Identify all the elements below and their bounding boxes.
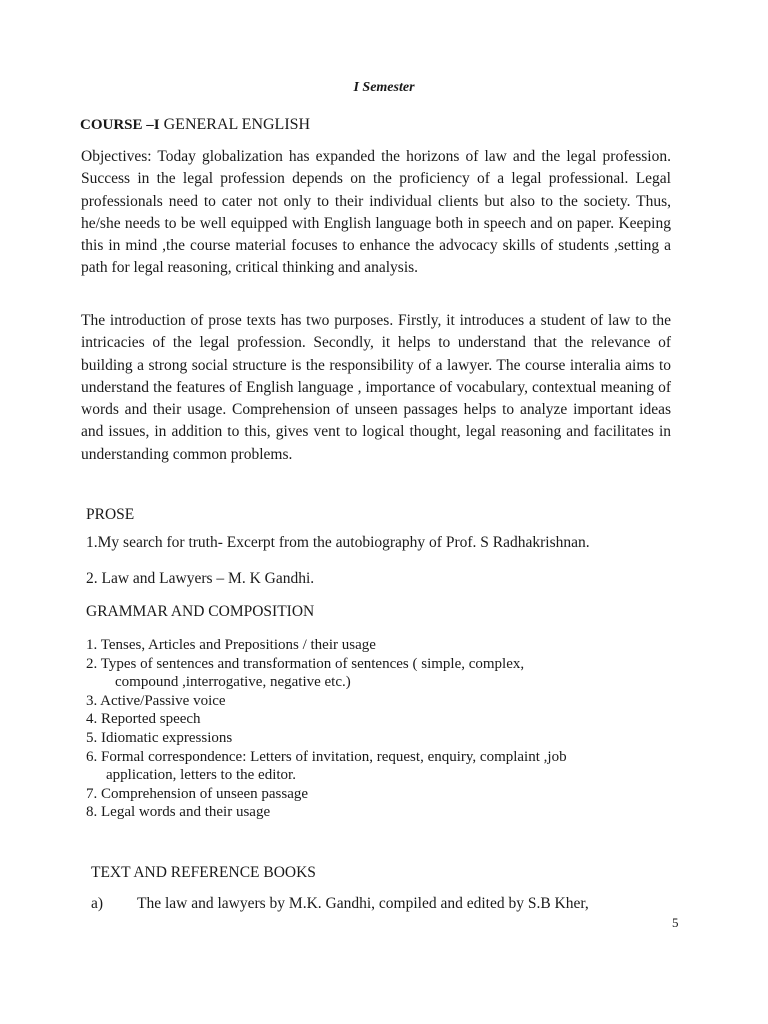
course-label: COURSE –I: [80, 117, 160, 133]
page-number: 5: [672, 915, 679, 930]
semester-title: I Semester: [353, 80, 415, 95]
prose-heading: PROSE: [86, 506, 135, 523]
grammar-item-text: 6. Formal correspondence: Letters of invitation, request, enquiry, complaint ,job: [86, 748, 567, 765]
prose-item: 1.My search for truth- Excerpt from the autobiography of Prof. S Radhakrishnan.: [86, 534, 590, 551]
grammar-heading: GRAMMAR AND COMPOSITION: [86, 603, 315, 620]
grammar-item: 7. Comprehension of unseen passage: [86, 785, 309, 802]
grammar-list: [86, 636, 686, 822]
grammar-item-continuation: application, letters to the editor.: [106, 767, 296, 784]
grammar-item: 3. Active/Passive voice: [86, 692, 226, 709]
grammar-item: 5. Idiomatic expressions: [86, 729, 233, 746]
grammar-item: 4. Reported speech: [86, 711, 201, 728]
course-title: [80, 116, 310, 134]
grammar-item: 8. Legal words and their usage: [86, 804, 271, 821]
prose-item: 2. Law and Lawyers – M. K Gandhi.: [86, 570, 315, 587]
books-heading: TEXT AND REFERENCE BOOKS: [91, 864, 316, 881]
intro-paragraph: The introduction of prose texts has two purposes. Firstly, it introduces a student of law to the intricacies of the legal profession. Secondly, it helps to understand that the relevance of building a strong social structure is the responsibility of a lawyer. The course interalia aims to understand the features of English language , importance of vocabulary, contextual meaning of words and their usage. Comprehension of unseen passages helps to analyze important ideas and issues, in addition to this, gives vent to logical thought, legal reasoning and facilitates in understanding common problems.: [81, 312, 671, 463]
reference-item: [91, 895, 589, 913]
grammar-item-text: 2. Types of sentences and transformation of sentences ( simple, complex,: [86, 655, 525, 672]
grammar-item: [86, 655, 686, 692]
course-name: GENERAL ENGLISH: [163, 116, 311, 133]
reference-text: The law and lawyers by M.K. Gandhi, compiled and edited by S.B Kher,: [137, 895, 589, 912]
objectives-paragraph: Objectives: Today globalization has expanded the horizons of law and the legal profession. Success in the legal profession depends on the proficiency of a legal professional. Legal professionals need to cater not only to their individual clients but also to the society. Thus, he/she needs to be well equipped with English language both in speech and on paper. Keeping this in mind ,the course material focuses to enhance the advocacy skills of students ,setting a path for legal reasoning, critical thinking and analysis.: [81, 148, 671, 277]
reference-marker: a): [91, 895, 104, 912]
grammar-item: [86, 748, 686, 785]
grammar-item: 1. Tenses, Articles and Prepositions / their usage: [86, 637, 376, 653]
grammar-item-continuation: compound ,interrogative, negative etc.): [115, 674, 351, 691]
